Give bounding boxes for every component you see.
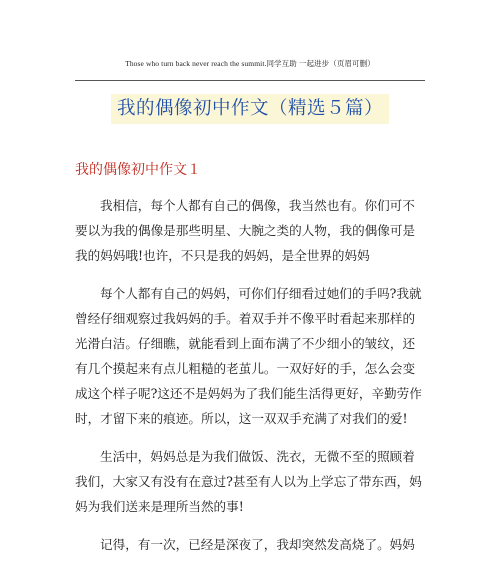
text-line: 成这个样子呢?这还不是妈妈为了我们能生活得更好，辛勤劳作	[75, 386, 422, 401]
paragraph	[75, 193, 427, 268]
header-divider	[75, 80, 425, 81]
text-line: 生活中，妈妈总是为我们做饭、洗衣，无微不至的照顾着	[100, 449, 415, 464]
document-body	[75, 193, 427, 570]
document-title-wrap	[0, 94, 500, 124]
text-line: 记得，有一次，已经是深夜了，我却突然发高烧了。妈妈	[100, 537, 415, 552]
text-line: 妈为我们送来是理所当然的事!	[75, 499, 244, 514]
document-title: 我的偶像初中作文（精选５篇）	[111, 94, 389, 124]
paragraph	[75, 532, 427, 557]
paragraph	[75, 444, 427, 519]
text-line: 光滑白洁。仔细瞧，就能看到上面布满了不少细小的皱纹，还	[75, 336, 416, 351]
text-line: 时，才留下来的痕迹。所以，这一双双手充满了对我们的爱!	[75, 411, 408, 426]
text-line: 我们，大家又有没有在意过?甚至有人以为上学忘了带东西，妈	[75, 474, 422, 489]
text-line: 每个人都有自己的妈妈，可你们仔细看过她们的手吗?我就	[100, 286, 422, 301]
text-line: 我的妈妈哦!也许，不只是我的妈妈，是全世界的妈妈	[75, 248, 370, 263]
text-line: 我相信，每个人都有自己的偶像，我当然也有。你们可不	[100, 198, 415, 213]
page-header: Those who turn back never reach the summit.同学互助 一起进步（页眉可删）	[125, 59, 375, 68]
text-line: 有几个摸起来有点儿粗糙的老茧儿。一双好好的手，怎么会变	[75, 361, 416, 376]
paragraph	[75, 281, 427, 431]
text-line: 曾经仔细观察过我妈妈的手。着双手并不像平时看起来那样的	[75, 311, 416, 326]
section-title: 我的偶像初中作文１	[75, 162, 201, 178]
text-line: 要以为我的偶像是那些明星、大腕之类的人物，我的偶像可是	[75, 223, 416, 238]
